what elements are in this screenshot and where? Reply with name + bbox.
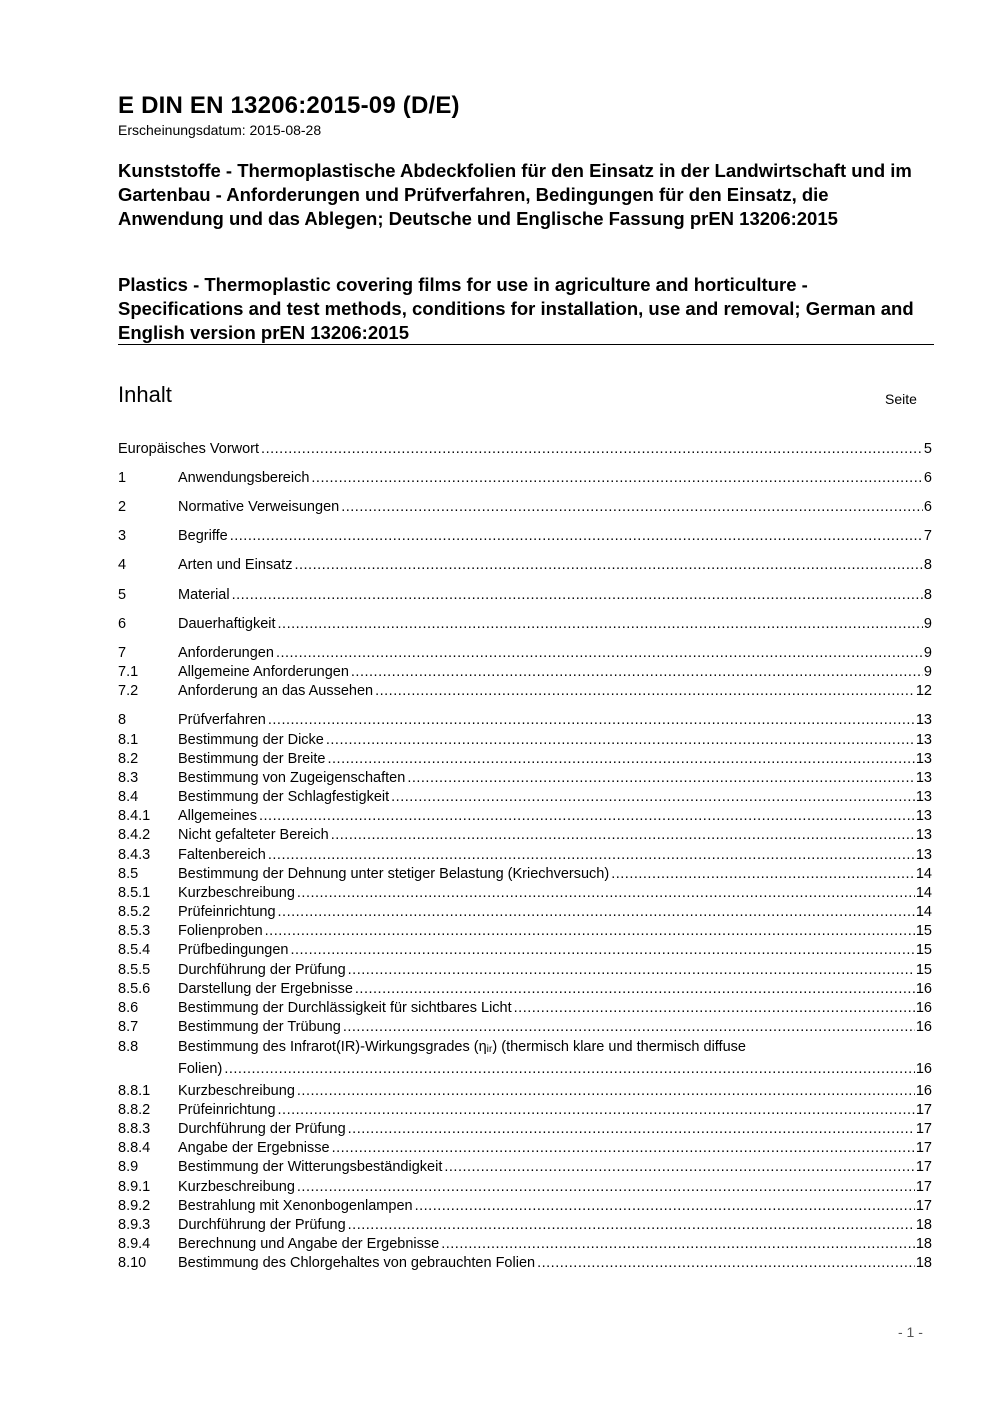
toc-entry-page: 18	[915, 1217, 932, 1233]
toc-entry-number: 1	[118, 470, 127, 486]
toc-leader-dots	[537, 1254, 915, 1273]
toc-entry-page: 13	[915, 770, 932, 786]
toc-entry-label: Bestimmung der Dehnung unter stetiger Belastung (Kriechversuch)	[178, 866, 610, 882]
toc-entry-page: 15	[915, 923, 932, 939]
toc-entry-number: 7.2	[118, 683, 139, 699]
toc-entry[interactable]	[118, 1082, 932, 1101]
toc-entry-label: Prüfbedingungen	[178, 942, 289, 958]
toc-entry-number: 8.5.1	[118, 885, 151, 901]
toc-leader-dots	[441, 1235, 915, 1254]
toc-leader-dots	[278, 615, 923, 634]
toc-entry[interactable]	[118, 1197, 932, 1216]
toc-leader-dots	[278, 1101, 915, 1120]
toc-entry-label: Dauerhaftigkeit	[178, 616, 276, 632]
toc-entry-page: 8	[923, 557, 932, 573]
toc-entry-number: 8.9.1	[118, 1179, 151, 1195]
toc-entry[interactable]	[118, 999, 932, 1018]
toc-entry-number: 8.6	[118, 1000, 139, 1016]
toc-entry-label: Allgemeines	[178, 808, 257, 824]
toc-entry-number: 8.8	[118, 1039, 139, 1055]
toc-entry-label: Material	[178, 587, 230, 603]
document-id: E DIN EN 13206:2015-09 (D/E)	[118, 92, 460, 119]
toc-entry[interactable]	[118, 1178, 932, 1197]
toc-entry-label: Prüfeinrichtung	[178, 904, 276, 920]
toc-entry-label: Bestimmung des Chlorgehaltes von gebrauchten Folien	[178, 1255, 536, 1271]
toc-leader-dots	[232, 586, 923, 605]
toc-entry-page: 13	[915, 827, 932, 843]
toc-entry-label: Anwendungsbereich	[178, 470, 310, 486]
toc-entry-label: Bestimmung von Zugeigenschaften	[178, 770, 406, 786]
toc-entry-page: 7	[923, 528, 932, 544]
toc-entry-label: Arten und Einsatz	[178, 557, 293, 573]
toc-leader-dots	[278, 903, 915, 922]
toc-leader-dots	[332, 1139, 915, 1158]
toc-entry-label: Bestimmung der Dicke	[178, 732, 324, 748]
toc-entry-page: 17	[915, 1140, 932, 1156]
toc-entry[interactable]	[118, 440, 932, 459]
toc-leader-dots	[348, 1120, 915, 1139]
toc-entry[interactable]	[118, 1139, 932, 1158]
toc-leader-dots	[224, 1060, 915, 1079]
toc-leader-dots	[407, 769, 915, 788]
toc-entry-page: 17	[915, 1159, 932, 1175]
toc-entry-label: Allgemeine Anforderungen	[178, 664, 349, 680]
toc-entry[interactable]	[118, 1216, 932, 1235]
toc-entry-page: 6	[923, 499, 932, 515]
toc-entry-page: 17	[915, 1198, 932, 1214]
toc-entry-label: Bestimmung der Breite	[178, 751, 326, 767]
toc-leader-dots	[348, 961, 915, 980]
toc-entry-number: 7.1	[118, 664, 139, 680]
toc-entry[interactable]	[118, 941, 932, 960]
toc-entry-label: Bestimmung der Witterungsbeständigkeit	[178, 1159, 443, 1175]
toc-entry[interactable]	[118, 663, 932, 682]
toc-entry-number: 8.8.3	[118, 1121, 151, 1137]
title-english: Plastics - Thermoplastic covering films for use in agriculture and horticulture - Specifications and test methods, conditions for installation, use and removal; German and English version prEN 13206:2015	[118, 274, 914, 343]
toc-leader-dots	[276, 644, 923, 663]
toc-entry-label: Nicht gefalteter Bereich	[178, 827, 329, 843]
toc-entry[interactable]	[118, 731, 932, 750]
toc-entry-number: 8.2	[118, 751, 139, 767]
toc-entry-page: 9	[923, 616, 932, 632]
toc-entry[interactable]	[118, 1018, 932, 1037]
toc-entry-label: Berechnung und Angabe der Ergebnisse	[178, 1236, 440, 1252]
toc-entry-label: Bestimmung der Schlagfestigkeit	[178, 789, 390, 805]
toc-leader-dots	[341, 498, 923, 517]
toc-entry-number: 8.10	[118, 1255, 147, 1271]
toc-entry-number: 8.4.1	[118, 808, 151, 824]
toc-heading: Inhalt	[118, 382, 172, 407]
toc-entry[interactable]	[118, 903, 932, 922]
toc-entry-label: Europäisches Vorwort	[118, 441, 260, 457]
toc-entry-page: 17	[915, 1102, 932, 1118]
toc-leader-dots	[297, 884, 915, 903]
toc-leader-dots	[294, 556, 922, 575]
toc-entry[interactable]	[118, 1038, 932, 1079]
toc-entry-number: 8.8.1	[118, 1083, 151, 1099]
toc-entry-label: Durchführung der Prüfung	[178, 1121, 346, 1137]
title-divider	[118, 344, 934, 345]
toc-entry-label: Kurzbeschreibung	[178, 1179, 295, 1195]
toc-leader-dots	[261, 440, 923, 459]
toc-entry-page: 8	[923, 587, 932, 603]
toc-entry-page: 16	[915, 1083, 932, 1099]
toc-entry[interactable]	[118, 1235, 932, 1254]
toc-entry-number: 8.9.2	[118, 1198, 151, 1214]
toc-entry-label: Folienproben	[178, 923, 263, 939]
toc-entry[interactable]	[118, 865, 932, 884]
toc-entry-number: 4	[118, 557, 127, 573]
page-number: - 1 -	[898, 1324, 923, 1340]
toc-entry-label: Prüfeinrichtung	[178, 1102, 276, 1118]
toc-entry[interactable]	[118, 556, 932, 575]
toc-entry-label: Begriffe	[178, 528, 228, 544]
publication-date: Erscheinungsdatum: 2015-08-28	[118, 122, 322, 138]
toc-leader-dots	[268, 711, 915, 730]
toc-entry-page: 13	[915, 789, 932, 805]
toc-entry[interactable]	[118, 527, 932, 546]
toc-entry-number: 7	[118, 645, 127, 661]
toc-entry[interactable]	[118, 826, 932, 845]
toc-entry[interactable]	[118, 788, 932, 807]
toc-entry-page: 14	[915, 904, 932, 920]
toc-entry-page: 13	[915, 847, 932, 863]
toc-entry-number: 8.5	[118, 866, 139, 882]
toc-entry-page: 9	[923, 645, 932, 661]
toc-entry-page: 13	[915, 712, 932, 728]
toc-entry[interactable]	[118, 884, 932, 903]
toc-entry[interactable]	[118, 682, 932, 701]
toc-entry-page: 9	[923, 664, 932, 680]
toc-leader-dots	[311, 469, 923, 488]
toc-entry[interactable]	[118, 750, 932, 769]
toc-leader-dots	[268, 846, 915, 865]
toc-entry-number: 8.8.4	[118, 1140, 151, 1156]
toc-entry-number: 8.9	[118, 1159, 139, 1175]
toc-leader-dots	[265, 922, 915, 941]
toc-entry[interactable]	[118, 615, 932, 634]
toc-entry-label: Prüfverfahren	[178, 712, 266, 728]
toc-entry-label-line1: Bestimmung des Infrarot(IR)-Wirkungsgrades (ηᵢᵣ) (thermisch klare und thermisch diffuse	[178, 1039, 746, 1055]
toc-entry-label: Folien)	[178, 1061, 223, 1077]
toc-entry-page: 12	[915, 683, 932, 699]
toc-leader-dots	[259, 807, 915, 826]
toc-entry-label: Normative Verweisungen	[178, 499, 340, 515]
toc-entry[interactable]	[118, 922, 932, 941]
toc-entry-label: Durchführung der Prüfung	[178, 962, 346, 978]
toc-leader-dots	[444, 1158, 915, 1177]
toc-leader-dots	[348, 1216, 915, 1235]
toc-entry-number: 8.5.3	[118, 923, 151, 939]
toc-entry[interactable]	[118, 846, 932, 865]
toc-leader-dots	[343, 1018, 915, 1037]
toc-entry-label: Anforderung an das Aussehen	[178, 683, 374, 699]
toc-leader-dots	[331, 826, 915, 845]
toc-entry-page: 15	[915, 942, 932, 958]
toc-entry-number: 8.5.6	[118, 981, 151, 997]
toc-entry[interactable]	[118, 1158, 932, 1177]
toc-entry[interactable]	[118, 1120, 932, 1139]
toc-entry-label: Bestimmung der Durchlässigkeit für sichtbares Licht	[178, 1000, 512, 1016]
toc-entry-number: 8.7	[118, 1019, 139, 1035]
toc-entry[interactable]	[118, 807, 932, 826]
toc-entry[interactable]	[118, 1101, 932, 1120]
toc-entry[interactable]	[118, 469, 932, 488]
toc-leader-dots	[230, 527, 923, 546]
toc-entry-page: 16	[915, 1061, 932, 1077]
toc-leader-dots	[290, 941, 914, 960]
toc-entry[interactable]	[118, 980, 932, 999]
toc-entry-number: 8.4	[118, 789, 139, 805]
toc-entry[interactable]	[118, 586, 932, 605]
toc-leader-dots	[415, 1197, 915, 1216]
toc-entry-number: 8.8.2	[118, 1102, 151, 1118]
toc-entry-page: 16	[915, 1000, 932, 1016]
toc-leader-dots	[391, 788, 915, 807]
toc-entry-label: Kurzbeschreibung	[178, 1083, 295, 1099]
toc-leader-dots	[514, 999, 915, 1018]
toc-entry-label: Kurzbeschreibung	[178, 885, 295, 901]
toc-page-column-label: Seite	[885, 391, 917, 407]
toc-entry-page: 17	[915, 1121, 932, 1137]
toc-entry-page: 17	[915, 1179, 932, 1195]
toc-leader-dots	[351, 663, 923, 682]
toc-entry-page: 5	[923, 441, 932, 457]
toc-entry-page: 14	[915, 866, 932, 882]
toc-leader-dots	[327, 750, 914, 769]
toc-entry-number: 8.5.4	[118, 942, 151, 958]
toc-leader-dots	[375, 682, 915, 701]
toc-entry-number: 8.1	[118, 732, 139, 748]
toc-entry-page: 18	[915, 1236, 932, 1252]
toc-entry[interactable]	[118, 961, 932, 980]
title-german: Kunststoffe - Thermoplastische Abdeckfolien für den Einsatz in der Landwirtschaft und im Gartenbau - Anforderungen und Prüfverfahren, Bedingungen für den Einsatz, die Anwendung und das Ablegen; Deutsche und Englische Fassung prEN 13206:2015	[118, 160, 912, 229]
toc-entry-page: 13	[915, 732, 932, 748]
toc-entry-number: 8.5.5	[118, 962, 151, 978]
toc-entry-number: 8.4.2	[118, 827, 151, 843]
toc-entry[interactable]	[118, 498, 932, 517]
toc-entry-number: 8.9.4	[118, 1236, 151, 1252]
toc-entry-page: 14	[915, 885, 932, 901]
toc-entry-label: Bestrahlung mit Xenonbogenlampen	[178, 1198, 413, 1214]
toc-entry-page: 15	[915, 962, 932, 978]
toc-entry-label: Durchführung der Prüfung	[178, 1217, 346, 1233]
toc-entry-number: 8.3	[118, 770, 139, 786]
toc-entry-number: 2	[118, 499, 127, 515]
toc-entry-label: Anforderungen	[178, 645, 274, 661]
toc-leader-dots	[355, 980, 915, 999]
toc-entry-label: Bestimmung der Trübung	[178, 1019, 341, 1035]
toc-entry-page: 13	[915, 808, 932, 824]
toc-leader-dots	[297, 1178, 915, 1197]
toc-leader-dots	[326, 731, 915, 750]
toc-entry-number: 8.4.3	[118, 847, 151, 863]
toc-entry-number: 5	[118, 587, 127, 603]
toc-entry-label: Angabe der Ergebnisse	[178, 1140, 330, 1156]
toc-entry-page: 16	[915, 1019, 932, 1035]
toc-entry[interactable]	[118, 769, 932, 788]
toc-entry-page: 6	[923, 470, 932, 486]
toc-leader-dots	[297, 1082, 915, 1101]
toc-entry-number: 3	[118, 528, 127, 544]
toc-entry[interactable]	[118, 644, 932, 663]
toc-entry-number: 8.5.2	[118, 904, 151, 920]
toc-entry-page: 18	[915, 1255, 932, 1271]
toc-entry-number: 8	[118, 712, 127, 728]
toc-entry-page: 16	[915, 981, 932, 997]
toc-entry[interactable]	[118, 711, 932, 730]
toc-leader-dots	[611, 865, 915, 884]
toc-entry[interactable]	[118, 1254, 932, 1273]
toc-entry-number: 8.9.3	[118, 1217, 151, 1233]
toc-entry-label: Faltenbereich	[178, 847, 266, 863]
toc-entry-page: 13	[915, 751, 932, 767]
toc-entry-label: Darstellung der Ergebnisse	[178, 981, 353, 997]
toc-entry-number: 6	[118, 616, 127, 632]
